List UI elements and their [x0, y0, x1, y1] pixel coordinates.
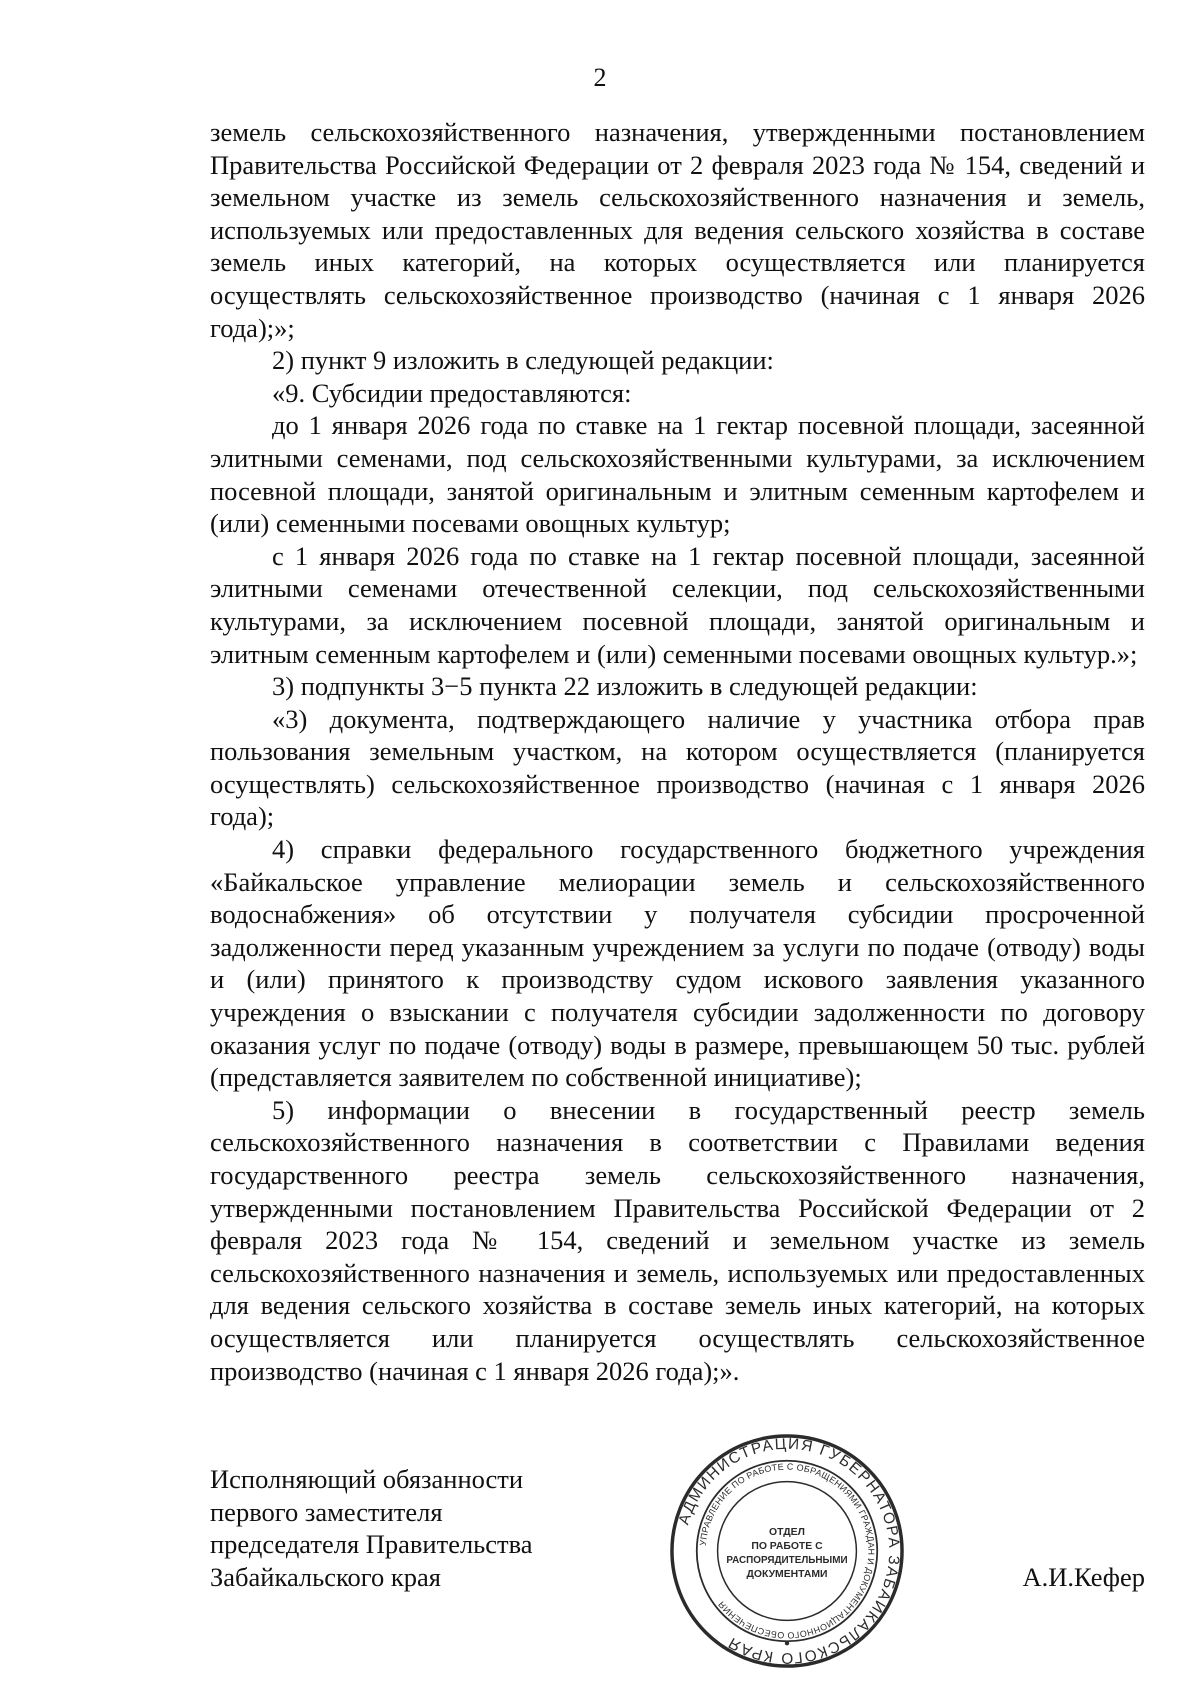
- paragraph-until-2026: до 1 января 2026 года по ставке на 1 гектар посевной площади, засеянной элитными семенами, под сельскохозяйственными культурами, за исключением посевной площади, занятой оригинальным и элитным семенным картофелем и (или) семенными посевами овощных культур;: [210, 410, 1145, 539]
- paragraph-item-3: 3) подпункты 3−5 пункта 22 изложить в следующей редакции:: [272, 671, 978, 702]
- paragraph-subitem-5: 5) информации о внесении в государственный реестр земель сельскохозяйственного назначения в соответствии с Правилами ведения государственного реестра земель сельскохозяйственного назначения, утвержденными постановлением Правительства Российской Федерации от 2 февраля 2023 года № 154, сведений и земельном участке из земель сельскохозяйственного назначения и земель, используемых или предоставленных для ведения сельского хозяйства в составе земель иных категорий, на которых осуществляется или планируется осуществлять сельскохозяйственное производство (начиная с 1 января 2026 года);».: [210, 1094, 1145, 1386]
- signatory-title-line: Исполняющий обязанности: [210, 1464, 524, 1494]
- stamp-center-line: ПО РАБОТЕ С: [751, 1541, 823, 1553]
- page-number: 2: [593, 63, 607, 92]
- signatory-title: [210, 1463, 590, 1593]
- stamp-outer-text: АДМИНИСТРАЦИЯ ГУБЕРНАТОРА ЗАБАЙКАЛЬСКОГО КРАЯ: [675, 1435, 903, 1667]
- signatory-title-line: председателя Правительства: [210, 1529, 533, 1560]
- stamp-seal-icon: [668, 1432, 906, 1670]
- paragraph-clause-9: «9. Субсидии предоставляются:: [272, 377, 632, 408]
- paragraph-subitem-3: «3) документа, подтверждающего наличие у участника отбора прав пользования земельным участком, на котором осуществляется (планируется осуществлять) сельскохозяйственное производство (начиная с 1 января 2026 года);: [210, 703, 1145, 832]
- stamp-center-line: ДОКУМЕНТАМИ: [746, 1568, 828, 1580]
- stamp-inner-text: УПРАВЛЕНИЕ ПО РАБОТЕ С ОБРАЩЕНИЯМИ ГРАЖДАН И ДОКУМЕНТАЦИОННОГО ОБЕСПЕЧЕНИЯ: [697, 1461, 877, 1641]
- stamp-center-line: ОТДЕЛ: [769, 1527, 805, 1539]
- paragraph-subitem-4: 4) справки федерального государственного бюджетного учреждения «Байкальское управление мелиорации земель и сельскохозяйственного водоснабжения» об отсутствии у получателя субсидии просроченной задолженности перед указанным учреждением за услуги по подаче (отводу) воды и (или) принятого к производству судом искового заявления указанного учреждения о взыскании с получателя субсидии задолженности по договору оказания услуг по подаче (отводу) воды в размере, превышающем 50 тыс. рублей (представляется заявителем по собственной инициативе);: [210, 834, 1145, 1093]
- paragraph-continuation: земель сельскохозяйственного назначения, утвержденными постановлением Правительства Российской Федерации от 2 февраля 2023 года № 154, сведений и земельном участке из земель сельскохозяйственного назначения и земель, используемых или предоставленных для ведения сельского хозяйства в составе земель иных категорий, на которых осуществляется или планируется осуществлять сельскохозяйственное производство (начиная с 1 января 2026 года);»;: [210, 117, 1145, 343]
- paragraph-item-2: 2) пункт 9 изложить в следующей редакции:: [272, 345, 774, 376]
- official-stamp: [668, 1432, 906, 1670]
- document-body: [210, 116, 1145, 1387]
- stamp-center-line: РАСПОРЯДИТЕЛЬНЫМИ: [726, 1554, 848, 1566]
- paragraph-from-2026: с 1 января 2026 года по ставке на 1 гектар посевной площади, засеянной элитными семенами отечественной селекции, под сельскохозяйственными культурами, за исключением посевной площади, занятой оригинальным и элитным семенным картофелем и (или) семенными посевами овощных культур.»;: [210, 540, 1145, 669]
- signatory-title-line: первого заместителя: [210, 1496, 443, 1527]
- signatory-name: А.И.Кефер: [1022, 1562, 1145, 1592]
- signatory-title-line: Забайкальского края: [210, 1561, 441, 1592]
